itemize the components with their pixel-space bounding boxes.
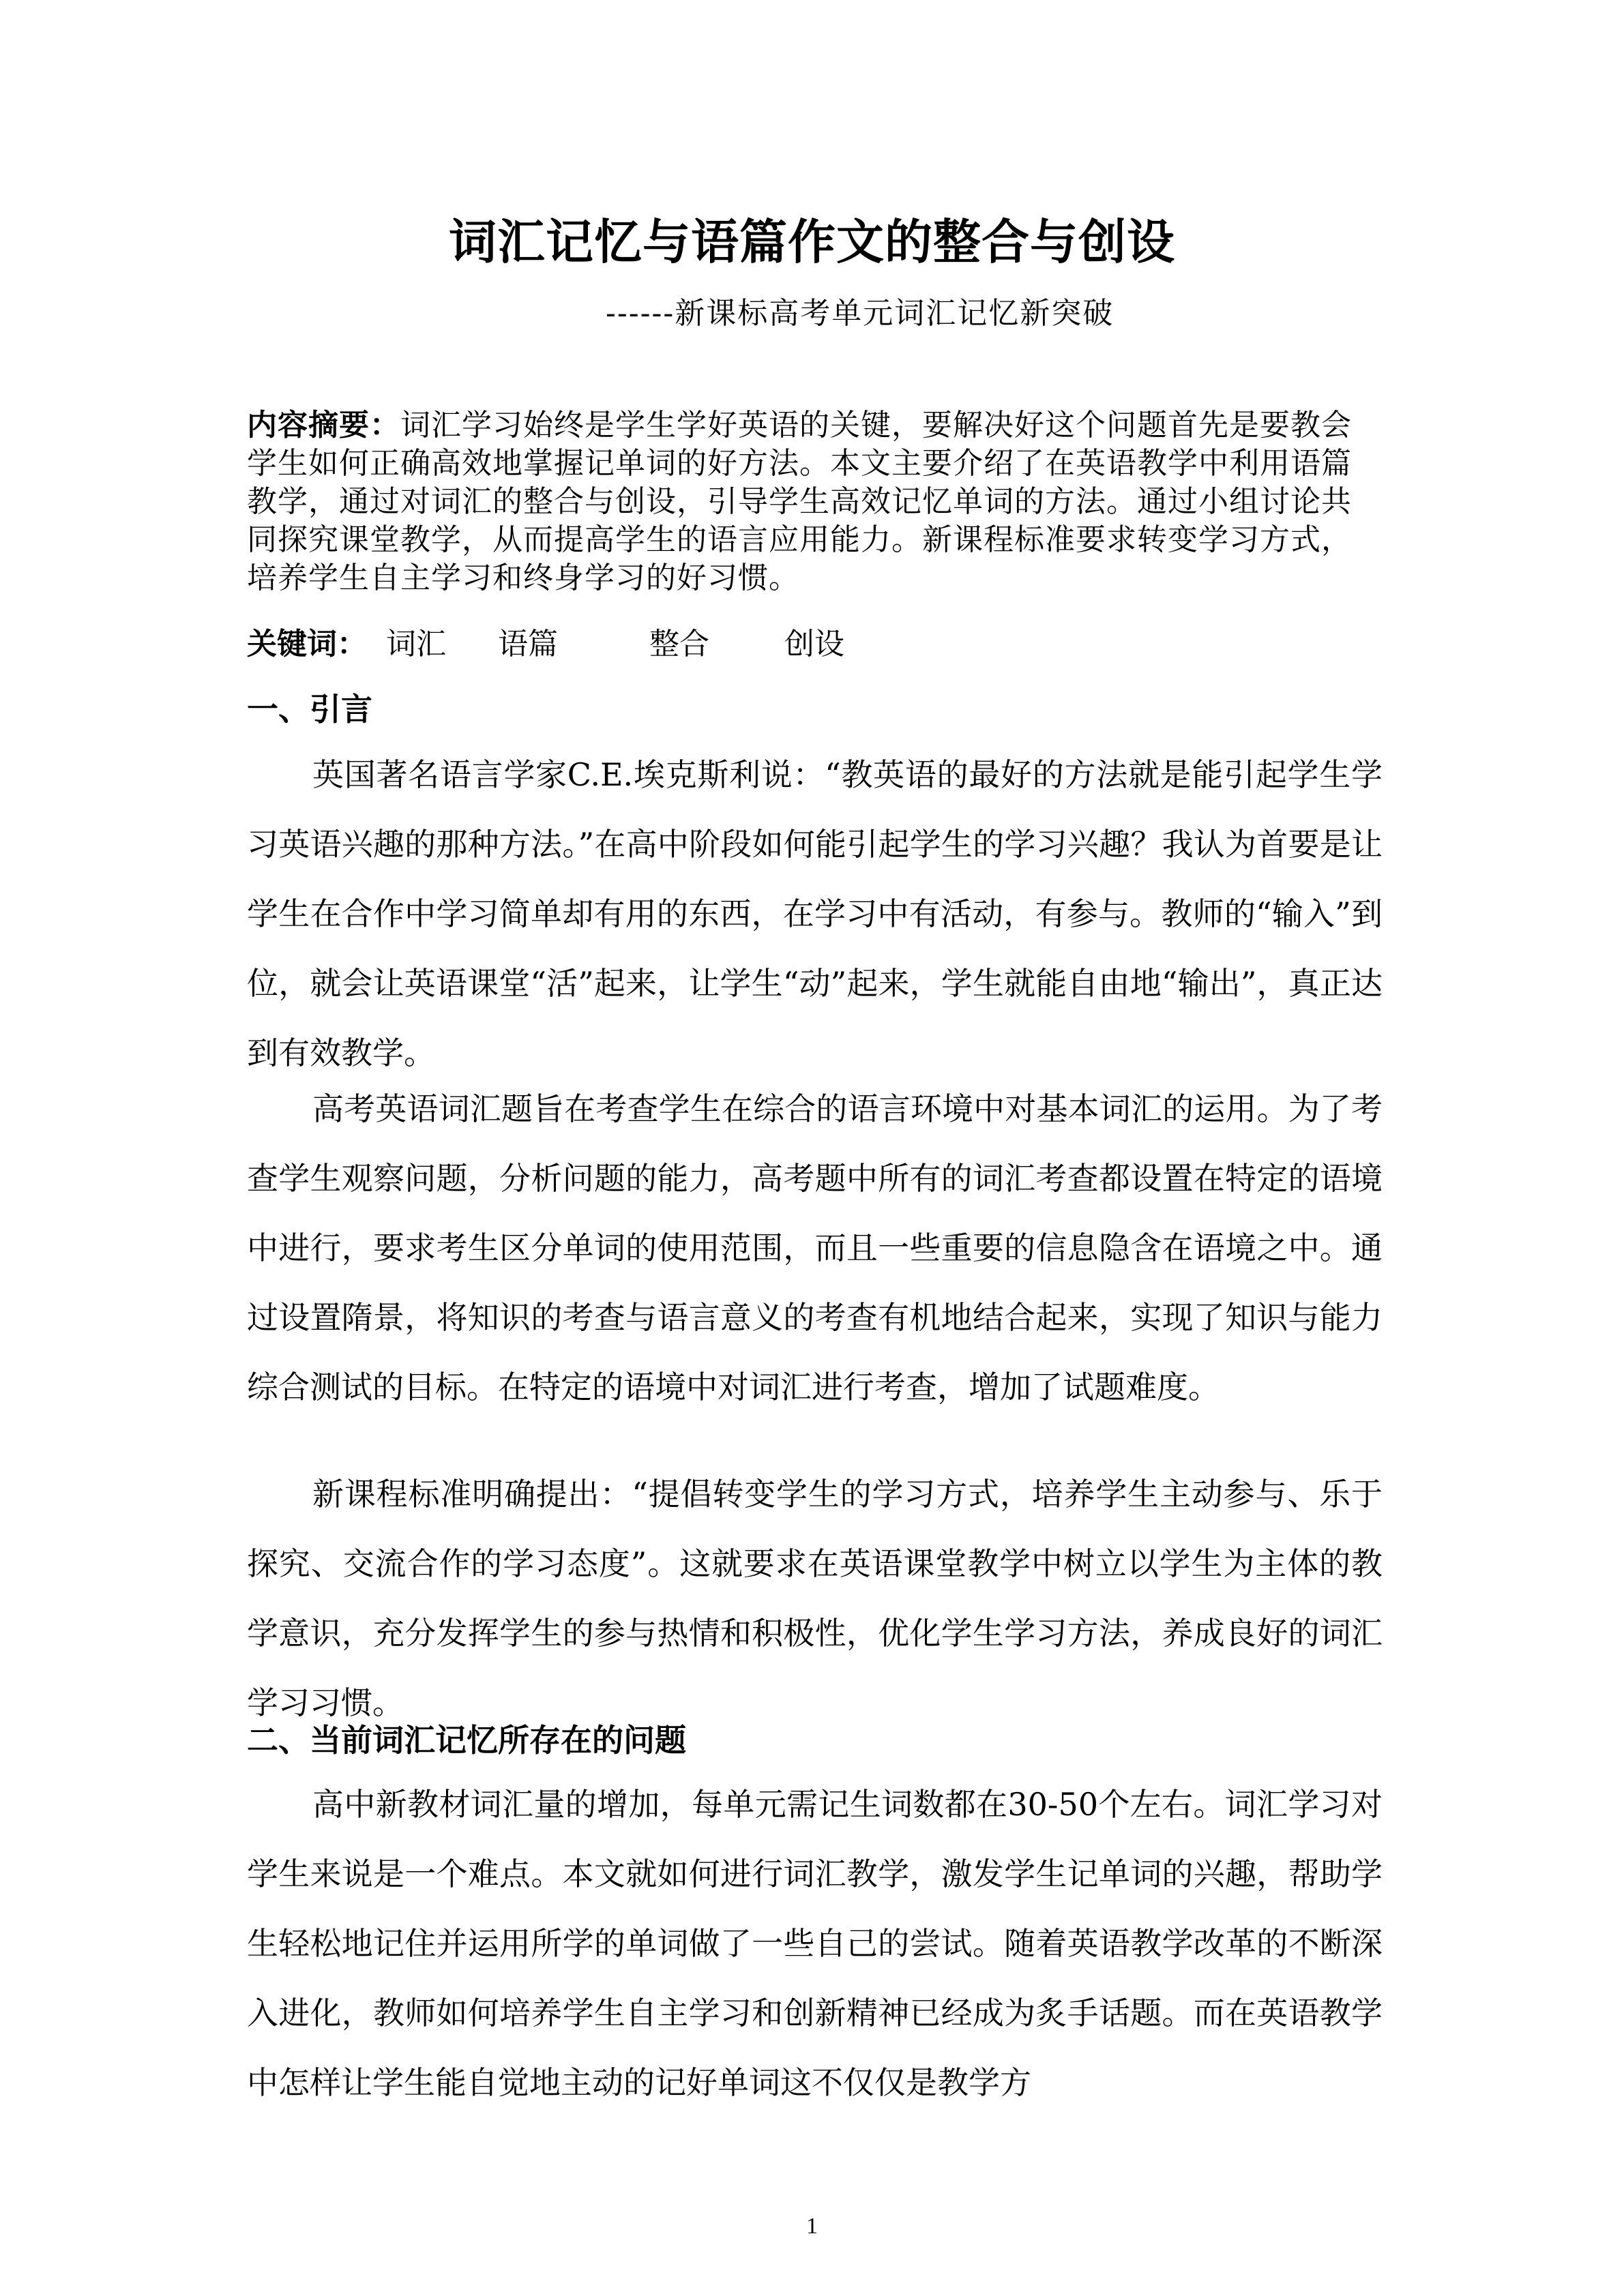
document-subtitle: ------新课标高考单元词汇记忆新突破: [606, 296, 1114, 331]
keyword-item: 创设: [784, 627, 844, 661]
abstract-text: 词汇学习始终是学生学好英语的关键，要解决好这个问题首先是要教会学生如何正确高效地掌握记单词的好方法。本文主要介绍了在英语教学中利用语篇教学，通过对词汇的整合与创设，引导学生高效记忆单词的方法。通过小组讨论共同探究课堂教学，从而提高学生的语言应用能力。新课程标准要求转变学习方式，培养学生自主学习和终身学习的好习惯。: [247, 408, 1352, 595]
keywords-label: 关键词：: [247, 627, 367, 661]
keyword-item: 词汇: [386, 627, 446, 661]
page-number: 1: [806, 2213, 818, 2239]
keyword-item: 语篇: [498, 627, 558, 661]
abstract-block: [247, 406, 1379, 597]
abstract-label: 内容摘要：: [247, 408, 400, 443]
body-paragraph: 高中新教材词汇量的增加，每单元需记生词数都在30-50个左右。词汇学习对学生来说是一个难点。本文就如何进行词汇教学，激发学生记单词的兴趣，帮助学生轻松地记住并运用所学的单词做了一些自己的尝试。随着英语教学改革的不断深入进化，教师如何培养学生自主学习和创新精神已经成为炙手话题。而在英语教学中怎样让学生能自觉地主动的记好单词这不仅仅是教学方: [247, 1786, 1383, 2101]
body-paragraph: 高考英语词汇题旨在考查学生在综合的语言环境中对基本词汇的运用。为了考查学生观察问题，分析问题的能力，高考题中所有的词汇考查都设置在特定的语境中进行，要求考生区分单词的使用范围，而且一些重要的信息隐含在语境之中。通过设置隋景，将知识的考查与语言意义的考查有机地结合起来，实现了知识与能力综合测试的目标。在特定的语境中对词汇进行考查，增加了试题难度。: [247, 1090, 1383, 1405]
document-title: 词汇记忆与语篇作文的整合与创设: [449, 213, 1175, 270]
keywords-line: [247, 621, 844, 668]
section-heading: 一、引言: [247, 691, 372, 728]
section-heading: 二、当前词汇记忆所存在的问题: [247, 1722, 686, 1759]
body-paragraph: 新课程标准明确提出：“提倡转变学生的学习方式，培养学生主动参与、乐于探究、交流合作的学习态度”。这就要求在英语课堂教学中树立以学生为主体的教学意识，充分发挥学生的参与热情和积极性，优化学生学习方法，养成良好的词汇学习习惯。: [247, 1476, 1383, 1721]
body-paragraph: 英国著名语言学家C.E.埃克斯利说：“教英语的最好的方法就是能引起学生学习英语兴趣的那种方法。”在高中阶段如何能引起学生的学习兴趣？我认为首要是让学生在合作中学习简单却有用的东西，在学习中有活动，有参与。教师的“输入”到位，就会让英语课堂“活”起来，让学生“动”起来，学生就能自由地“输出”，真正达到有效教学。: [247, 756, 1383, 1071]
keyword-item: 整合: [649, 627, 709, 661]
